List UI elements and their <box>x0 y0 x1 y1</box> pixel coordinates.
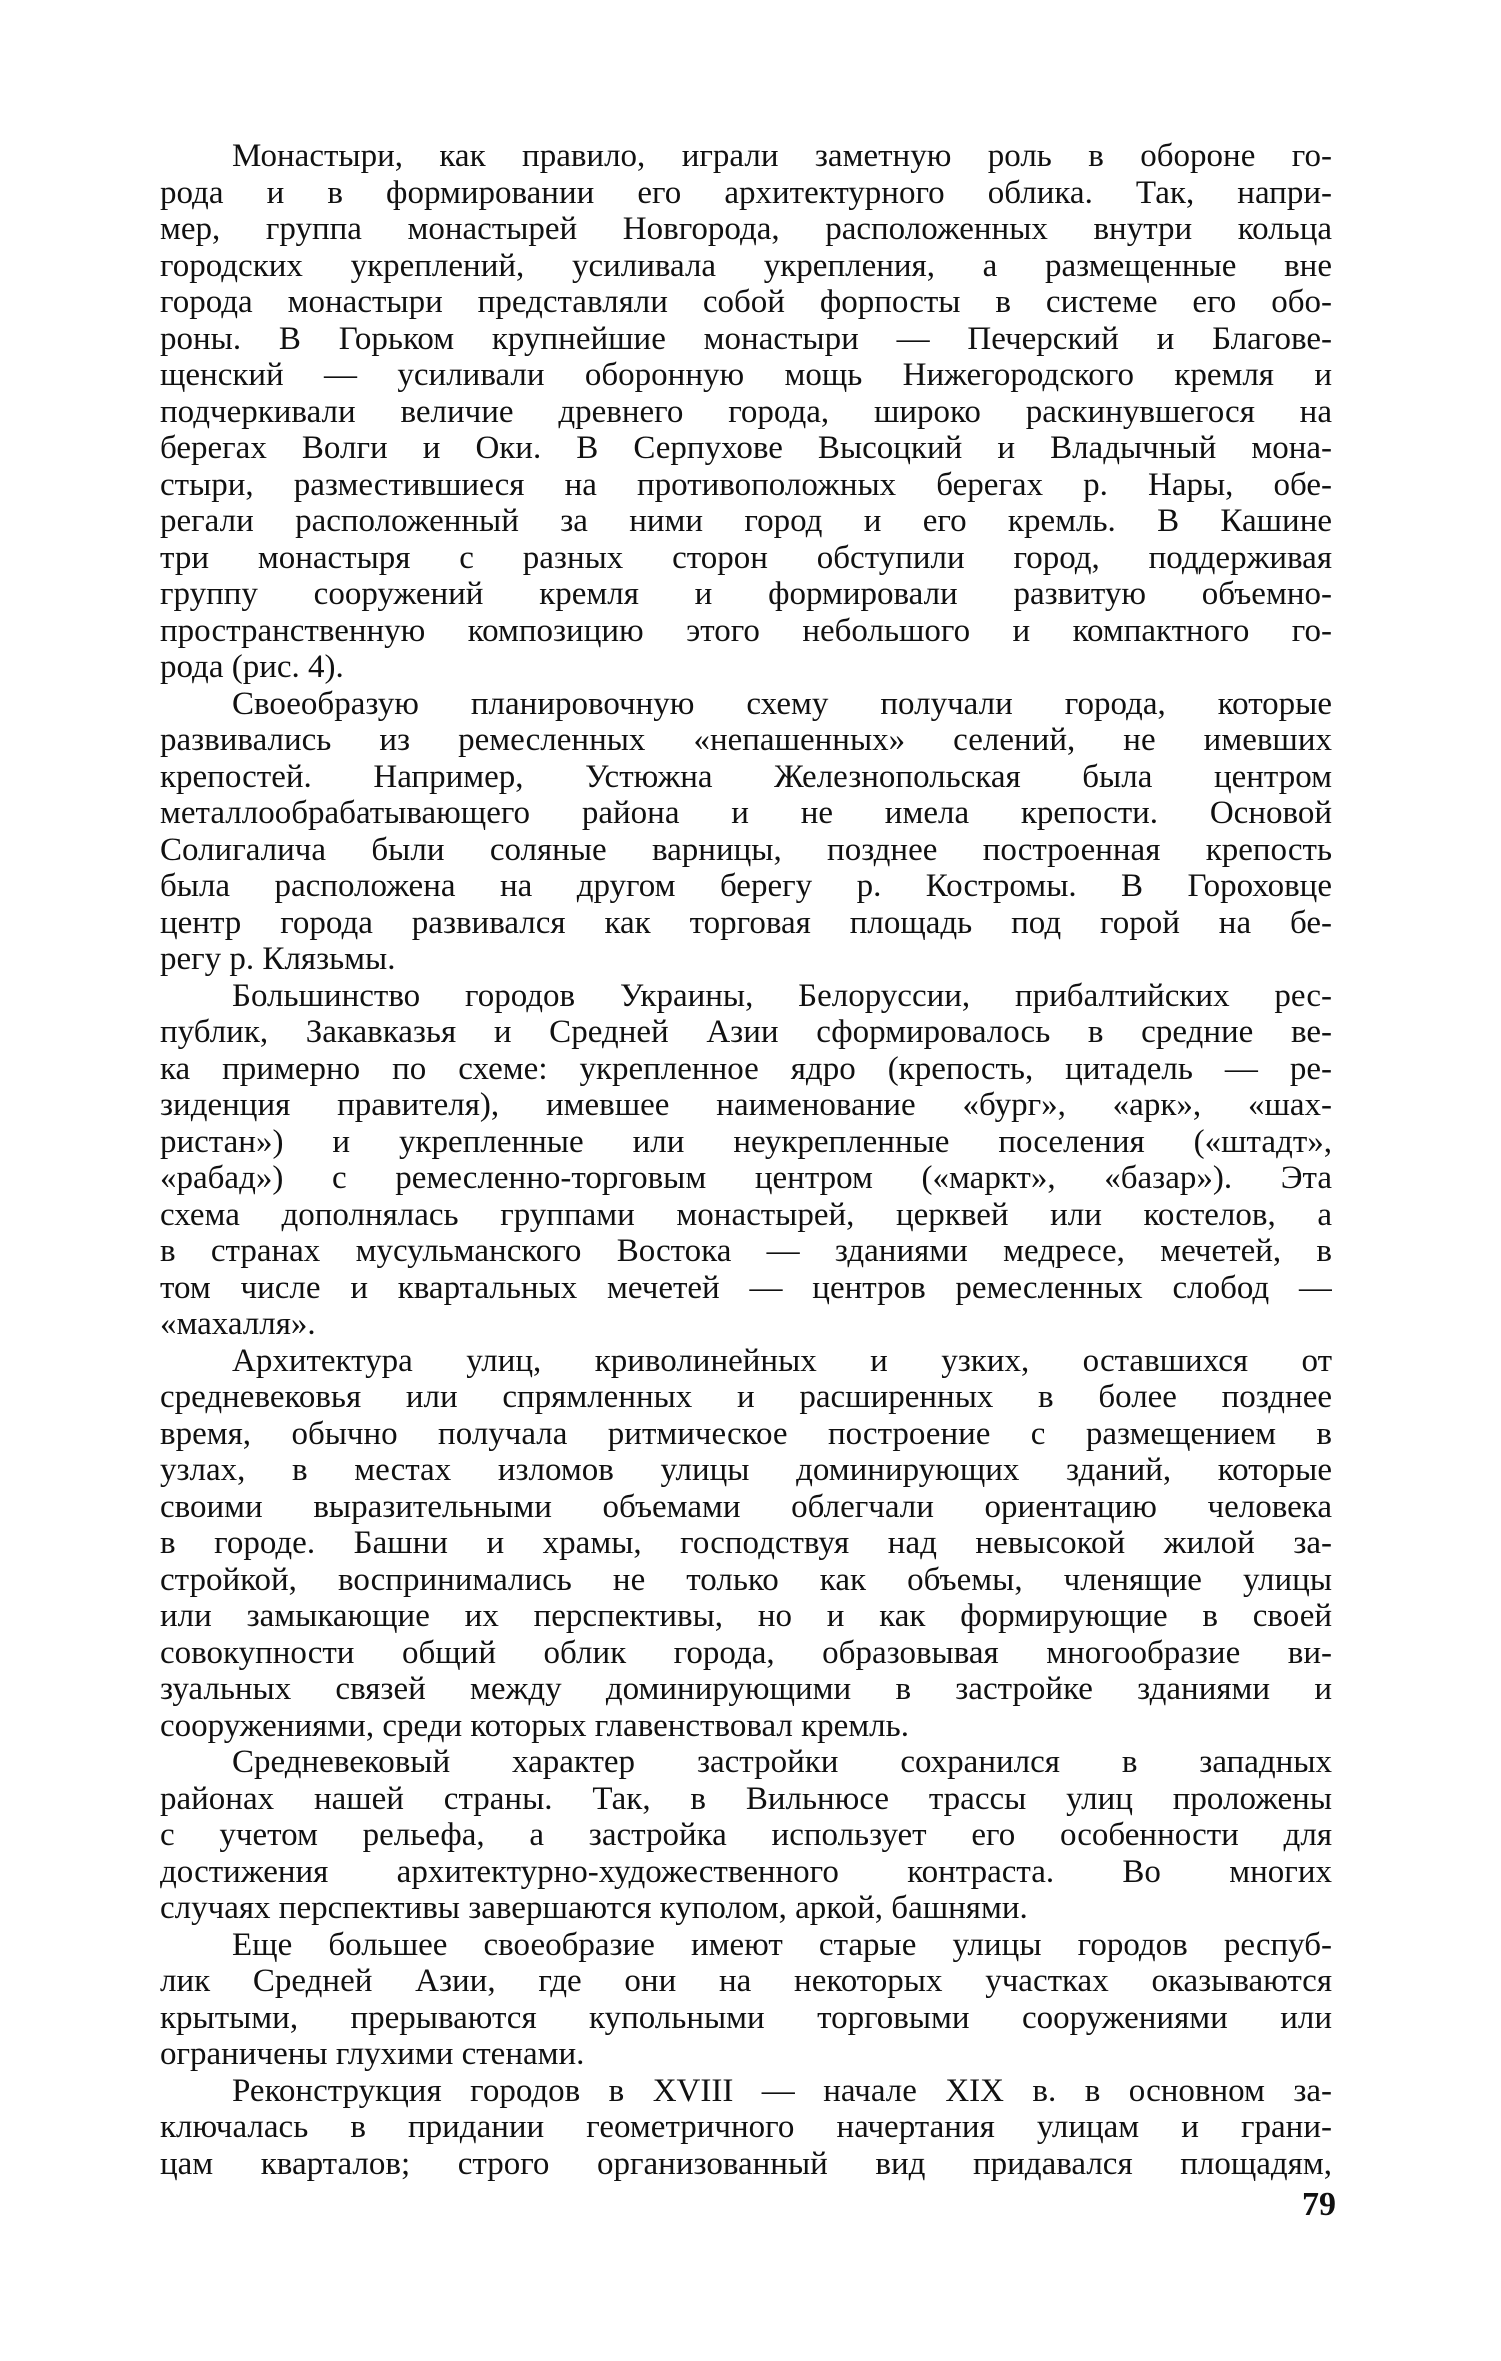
text-line: или замыкающие их перспективы, но и как формирующие в своей <box>160 1598 1332 1634</box>
text-line: зиденция правителя), имевшее наименование «бург», «арк», «шах- <box>160 1087 1332 1123</box>
text-line: публик, Закавказья и Средней Азии сформировалось в средние ве- <box>160 1014 1332 1050</box>
text-line: ключалась в придании геометричного начертания улицам и грани- <box>160 2109 1332 2145</box>
text-line: города монастыри представляли собой форпосты в системе его обо- <box>160 284 1332 320</box>
text-line: Архитектура улиц, криволинейных и узких, оставшихся от <box>232 1342 1332 1379</box>
text-line: развивались из ремесленных «непашенных» селений, не имевших <box>160 722 1332 758</box>
text-line: ка примерно по схеме: укрепленное ядро (крепость, цитадель — ре- <box>160 1050 1332 1087</box>
text-line: берегах Волги и Оки. В Серпухове Высоцкий и Владычный мона- <box>160 430 1332 466</box>
text-line: роны. В Горьком крупнейшие монастыри — Печерский и Благове- <box>160 320 1332 357</box>
text-line: «рабад») с ремесленно-торговым центром («маркт», «базар»). Эта <box>160 1160 1332 1196</box>
text-line: районах нашей страны. Так, в Вильнюсе трассы улиц проложены <box>160 1780 1332 1817</box>
text-line: крепостей. Например, Устюжна Железнопольская была центром <box>160 758 1332 795</box>
text-line: совокупности общий облик города, образовывая многообразие ви- <box>160 1634 1332 1671</box>
text-line: металлообрабатывающего района и не имела крепости. Основой <box>160 795 1332 831</box>
paragraph <box>160 2073 1332 2183</box>
text-line: пространственную композицию этого небольшого и компактного го- <box>160 612 1332 649</box>
text-line: «махалля». <box>160 1306 316 1342</box>
paragraph <box>160 1343 1332 1745</box>
text-line: стыри, разместившиеся на противоположных берегах р. Нары, обе- <box>160 466 1332 503</box>
text-line: средневековья или спрямленных и расширенных в более позднее <box>160 1379 1332 1415</box>
text-line: подчеркивали величие древнего города, широко раскинувшегося на <box>160 393 1332 430</box>
text-line: мер, группа монастырей Новгорода, расположенных внутри кольца <box>160 211 1332 247</box>
text-line: Реконструкция городов в XVIII — начале XIX в. в основном за- <box>232 2072 1332 2109</box>
text-line: рода и в формировании его архитектурного облика. Так, напри- <box>160 174 1332 211</box>
text-line: Большинство городов Украины, Белоруссии, прибалтийских рес- <box>232 977 1332 1014</box>
text-line: была расположена на другом берегу р. Костромы. В Гороховце <box>160 868 1332 904</box>
text-line: зуальных связей между доминирующими в застройке зданиями и <box>160 1671 1332 1707</box>
text-line: центр города развивался как торговая площадь под горой на бе- <box>160 904 1332 941</box>
text-line: лик Средней Азии, где они на некоторых участках оказываются <box>160 1963 1332 1999</box>
text-line: сооружениями, среди которых главенствовал кремль. <box>160 1707 909 1744</box>
text-line: узлах, в местах изломов улицы доминирующих зданий, которые <box>160 1452 1332 1488</box>
text-line: рода (рис. 4). <box>160 649 344 685</box>
text-line: городских укреплений, усиливала укрепления, а размещенные вне <box>160 247 1332 284</box>
paragraph <box>160 138 1332 686</box>
text-line: время, обычно получала ритмическое построение с размещением в <box>160 1415 1332 1452</box>
text-line: регу р. Клязьмы. <box>160 941 396 977</box>
text-line: своими выразительными объемами облегчали ориентацию человека <box>160 1488 1332 1525</box>
text-line: Солигалича были соляные варницы, позднее построенная крепость <box>160 831 1332 868</box>
text-line: Еще большее своеобразие имеют старые улицы городов респуб- <box>232 1926 1332 1963</box>
text-line: стройкой, воспринимались не только как объемы, членящие улицы <box>160 1561 1332 1598</box>
text-line: регали расположенный за ними город и его кремль. В Кашине <box>160 503 1332 539</box>
text-line: щенский — усиливали оборонную мощь Нижегородского кремля и <box>160 357 1332 393</box>
text-line: ристан») и укрепленные или неукрепленные поселения («штадт», <box>160 1123 1332 1160</box>
text-line: в странах мусульманского Востока — зданиями медресе, мечетей, в <box>160 1233 1332 1269</box>
paragraph <box>160 686 1332 978</box>
body-text <box>160 138 1332 2182</box>
text-line: том числе и квартальных мечетей — центров ремесленных слобод — <box>160 1269 1332 1306</box>
page-number: 79 <box>1302 2186 1336 2223</box>
text-line: крытыми, прерываются купольными торговыми сооружениями или <box>160 1999 1332 2036</box>
text-line: схема дополнялась группами монастырей, церквей или костелов, а <box>160 1196 1332 1233</box>
text-line: с учетом рельефа, а застройка использует его особенности для <box>160 1817 1332 1853</box>
text-line: цам кварталов; строго организованный вид придавался площадям, <box>160 2145 1332 2182</box>
text-line: ограничены глухими стенами. <box>160 2036 585 2072</box>
paragraph <box>160 978 1332 1343</box>
text-line: Средневековый характер застройки сохранился в западных <box>232 1744 1332 1780</box>
paragraph <box>160 1927 1332 2073</box>
text-line: в городе. Башни и храмы, господствуя над невысокой жилой за- <box>160 1525 1332 1561</box>
text-line: достижения архитектурно-художественного контраста. Во многих <box>160 1853 1332 1890</box>
text-line: случаях перспективы завершаются куполом, аркой, башнями. <box>160 1890 1028 1926</box>
text-line: группу сооружений кремля и формировали развитую объемно- <box>160 576 1332 612</box>
paragraph <box>160 1744 1332 1927</box>
text-line: Своеобразую планировочную схему получали города, которые <box>232 685 1332 722</box>
text-line: три монастыря с разных сторон обступили город, поддерживая <box>160 539 1332 576</box>
text-line: Монастыри, как правило, играли заметную роль в обороне го- <box>232 138 1332 174</box>
